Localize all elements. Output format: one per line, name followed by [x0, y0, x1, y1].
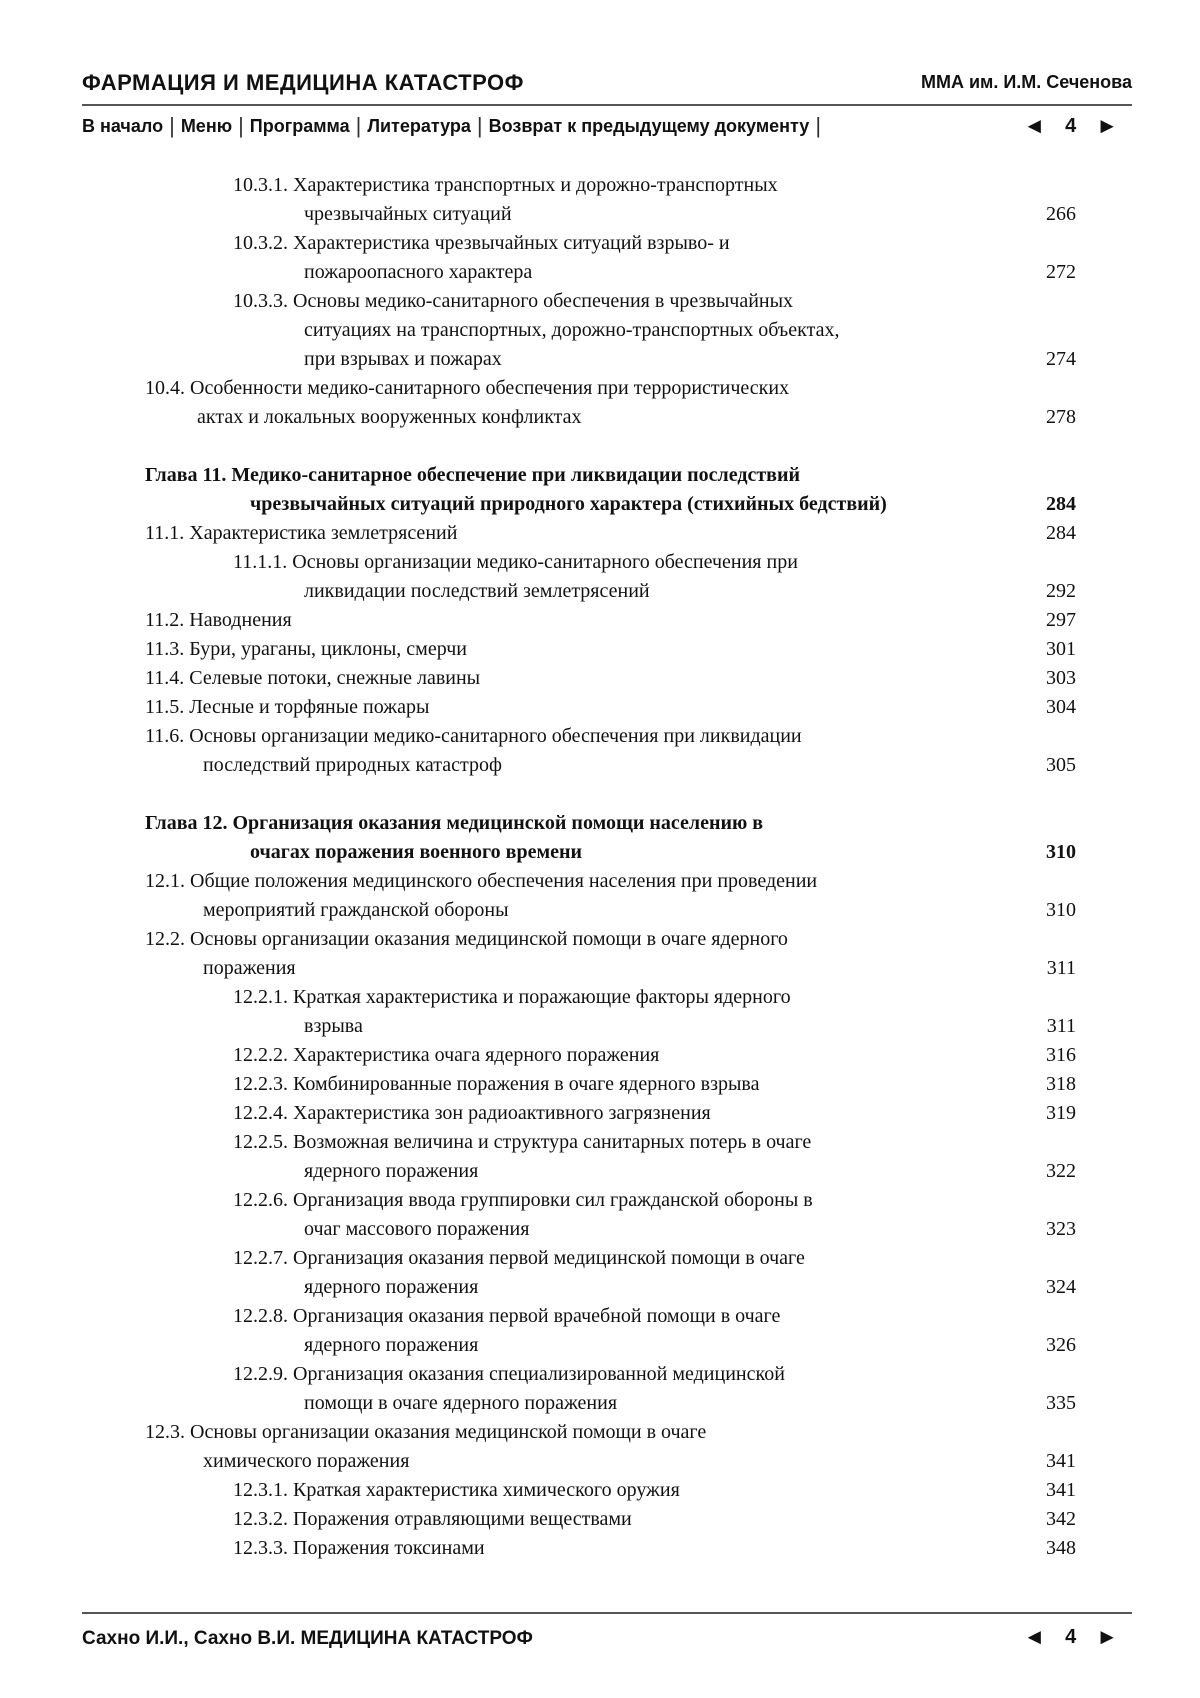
toc-entry-text: 12.2.6. Организация ввода группировки сил гражданской обороны в — [233, 1189, 813, 1211]
toc-entry-text: очагах поражения военного времени — [250, 841, 582, 863]
toc-entry — [0, 1244, 1200, 1302]
toc-entry-text: 12.1. Общие положения медицинского обеспечения населения при проведении — [145, 870, 818, 892]
toc-page-number: 310 — [1046, 841, 1076, 863]
toc-entry-text: 11.3. Бури, ураганы, циклоны, смерчи — [145, 638, 467, 660]
toc-entry-text: ликвидации последствий землетрясений — [304, 580, 650, 602]
toc-entry-text: химического поражения — [203, 1450, 410, 1472]
toc-entry-text: 10.3.2. Характеристика чрезвычайных ситуаций взрыво- и — [233, 232, 730, 254]
toc-entry — [0, 722, 1200, 780]
toc-entry — [0, 867, 1200, 925]
page-number: 4 — [1065, 1625, 1077, 1648]
toc-entry-text: поражения — [203, 957, 296, 979]
toc-entry — [0, 519, 1200, 548]
toc-entry — [0, 171, 1200, 229]
toc-entry-text: очаг массового поражения — [304, 1218, 530, 1240]
toc-entry — [0, 548, 1200, 606]
toc-entry-text: 11.2. Наводнения — [145, 609, 292, 631]
toc-entry — [0, 287, 1200, 374]
nav-link-back[interactable]: Возврат к предыдущему документу — [488, 115, 810, 136]
toc-entry — [0, 635, 1200, 664]
prev-page-icon[interactable]: ◄ — [1023, 113, 1046, 138]
toc-page-number: 323 — [1046, 1218, 1076, 1240]
toc-entry-text: актах и локальных вооруженных конфликтах — [197, 406, 582, 428]
toc-page-number: 305 — [1046, 754, 1076, 776]
toc-page-number: 319 — [1046, 1102, 1076, 1124]
toc-entry-text: 12.3. Основы организации оказания медицинской помощи в очаге — [145, 1421, 707, 1443]
toc-entry-text: 12.2.2. Характеристика очага ядерного поражения — [233, 1044, 660, 1066]
toc-entry-text: 12.2.4. Характеристика зон радиоактивного загрязнения — [233, 1102, 711, 1124]
toc-entry — [0, 374, 1200, 432]
toc-page-number: 311 — [1046, 1015, 1076, 1037]
nav-separator: | — [355, 113, 362, 138]
page-number: 4 — [1065, 114, 1077, 137]
toc-entry — [0, 1418, 1200, 1476]
toc-page-number: 272 — [1046, 261, 1076, 283]
toc-page-number: 278 — [1046, 406, 1076, 428]
page-header — [82, 68, 1132, 106]
toc-entry-text: 11.1. Характеристика землетрясений — [145, 522, 458, 544]
toc-entry — [0, 229, 1200, 287]
toc-page-number: 322 — [1046, 1160, 1076, 1182]
toc-entry — [0, 1360, 1200, 1418]
toc-entry-text: взрыва — [304, 1015, 363, 1037]
table-of-contents — [0, 171, 1200, 1563]
toc-entry-text: Глава 12. Организация оказания медицинской помощи населению в — [145, 812, 764, 834]
toc-entry-text: 11.4. Селевые потоки, снежные лавины — [145, 667, 481, 689]
toc-entry-text: 11.6. Основы организации медико-санитарного обеспечения при ликвидации — [145, 725, 802, 747]
toc-entry-text: 11.1.1. Основы организации медико-санитарного обеспечения при — [233, 551, 798, 573]
toc-entry-text: помощи в очаге ядерного поражения — [304, 1392, 618, 1414]
toc-page-number: 301 — [1046, 638, 1076, 660]
next-page-icon[interactable]: ► — [1096, 1624, 1118, 1649]
toc-page-number: 284 — [1046, 522, 1076, 544]
toc-page-number: 292 — [1046, 580, 1076, 602]
toc-entry — [0, 1128, 1200, 1186]
toc-entry — [0, 1186, 1200, 1244]
toc-entry-text: 11.5. Лесные и торфяные пожары — [145, 696, 430, 718]
toc-page-number: 341 — [1046, 1450, 1076, 1472]
toc-page-number: 318 — [1046, 1073, 1076, 1095]
toc-chapter-heading — [0, 809, 1200, 867]
toc-entry-text: 12.2.3. Комбинированные поражения в очаге ядерного взрыва — [233, 1073, 760, 1095]
toc-entry — [0, 983, 1200, 1041]
toc-entry — [0, 1302, 1200, 1360]
toc-page-number: 311 — [1046, 957, 1076, 979]
toc-entry-text: ситуациях на транспортных, дорожно-транспортных объектах, — [304, 319, 840, 341]
toc-entry-text: мероприятий гражданской обороны — [203, 899, 509, 921]
toc-entry — [0, 1476, 1200, 1505]
toc-page-number: 342 — [1046, 1508, 1076, 1530]
toc-page-number: 304 — [1046, 696, 1076, 718]
page-footer — [82, 1612, 1132, 1654]
toc-entry — [0, 1534, 1200, 1563]
toc-page-number: 335 — [1046, 1392, 1076, 1414]
toc-entry-text: ядерного поражения — [304, 1276, 479, 1298]
toc-entry-text: 12.2.1. Краткая характеристика и поражающие факторы ядерного — [233, 986, 791, 1008]
toc-page-number: 284 — [1046, 493, 1076, 515]
toc-entry-text: ядерного поражения — [304, 1334, 479, 1356]
toc-entry-text: последствий природных катастроф — [203, 754, 502, 776]
toc-entry-text: 12.2.5. Возможная величина и структура санитарных потерь в очаге — [233, 1131, 812, 1153]
footer-pager — [1023, 1624, 1118, 1650]
nav-link-literature[interactable]: Литература — [367, 115, 471, 136]
toc-entry-text: 10.3.1. Характеристика транспортных и дорожно-транспортных — [233, 174, 778, 196]
toc-entry — [0, 1099, 1200, 1128]
toc-page-number: 297 — [1046, 609, 1076, 631]
toc-page-number: 274 — [1046, 348, 1076, 370]
toc-page-number: 266 — [1046, 203, 1076, 225]
nav-separator: | — [476, 113, 483, 138]
toc-entry-text: 10.4. Особенности медико-санитарного обеспечения при террористических — [145, 377, 790, 399]
toc-entry-text: 12.3.2. Поражения отравляющими веществами — [233, 1508, 632, 1530]
nav-link-program[interactable]: Программа — [249, 115, 350, 136]
toc-entry-text: 12.2.8. Организация оказания первой врачебной помощи в очаге — [233, 1305, 781, 1327]
toc-entry — [0, 1505, 1200, 1534]
nav-separator: | — [169, 113, 175, 138]
toc-entry-text: Глава 11. Медико-санитарное обеспечение при ликвидации последствий — [145, 464, 800, 486]
toc-page-number: 316 — [1046, 1044, 1076, 1066]
next-page-icon[interactable]: ► — [1096, 113, 1118, 138]
toc-page-number: 348 — [1046, 1537, 1076, 1559]
toc-entry-text: 12.2. Основы организации оказания медицинской помощи в очаге ядерного — [145, 928, 788, 950]
nav-link-menu[interactable]: Меню — [180, 115, 233, 136]
toc-chapter-heading — [0, 461, 1200, 519]
toc-page-number: 324 — [1046, 1276, 1076, 1298]
document-title: ФАРМАЦИЯ И МЕДИЦИНА КАТАСТРОФ — [82, 70, 524, 95]
prev-page-icon[interactable]: ◄ — [1023, 1624, 1046, 1649]
toc-entry — [0, 1041, 1200, 1070]
toc-entry-text: 12.2.7. Организация оказания первой медицинской помощи в очаге — [233, 1247, 805, 1269]
toc-page-number: 310 — [1046, 899, 1076, 921]
nav-separator: | — [815, 113, 822, 138]
nav-link-home[interactable]: В начало — [82, 115, 164, 136]
header-pager — [1023, 111, 1118, 141]
toc-entry-text: чрезвычайных ситуаций — [304, 203, 512, 225]
toc-entry-text: пожароопасного характера — [304, 261, 533, 283]
toc-entry-text: 12.2.9. Организация оказания специализированной медицинской — [233, 1363, 785, 1385]
toc-entry — [0, 925, 1200, 983]
navigation-bar — [82, 111, 1132, 141]
toc-entry-text: при взрывах и пожарах — [304, 348, 502, 370]
toc-entry — [0, 606, 1200, 635]
toc-page-number: 326 — [1046, 1334, 1076, 1356]
footer-title: Сахно И.И., Сахно В.И. МЕДИЦИНА КАТАСТРОФ — [82, 1628, 533, 1649]
toc-entry — [0, 664, 1200, 693]
toc-entry-text: чрезвычайных ситуаций природного характера (стихийных бедствий) — [250, 493, 887, 515]
toc-entry-text: ядерного поражения — [304, 1160, 479, 1182]
toc-entry-text: 10.3.3. Основы медико-санитарного обеспечения в чрезвычайных — [233, 290, 794, 312]
toc-entry-text: 12.3.3. Поражения токсинами — [233, 1537, 485, 1559]
toc-page-number: 303 — [1046, 667, 1076, 689]
nav-separator: | — [238, 113, 244, 138]
toc-entry — [0, 1070, 1200, 1099]
toc-entry — [0, 693, 1200, 722]
toc-page-number: 341 — [1046, 1479, 1076, 1501]
toc-entry-text: 12.3.1. Краткая характеристика химического оружия — [233, 1479, 680, 1501]
organization-name: ММА им. И.М. Сеченова — [920, 72, 1132, 92]
